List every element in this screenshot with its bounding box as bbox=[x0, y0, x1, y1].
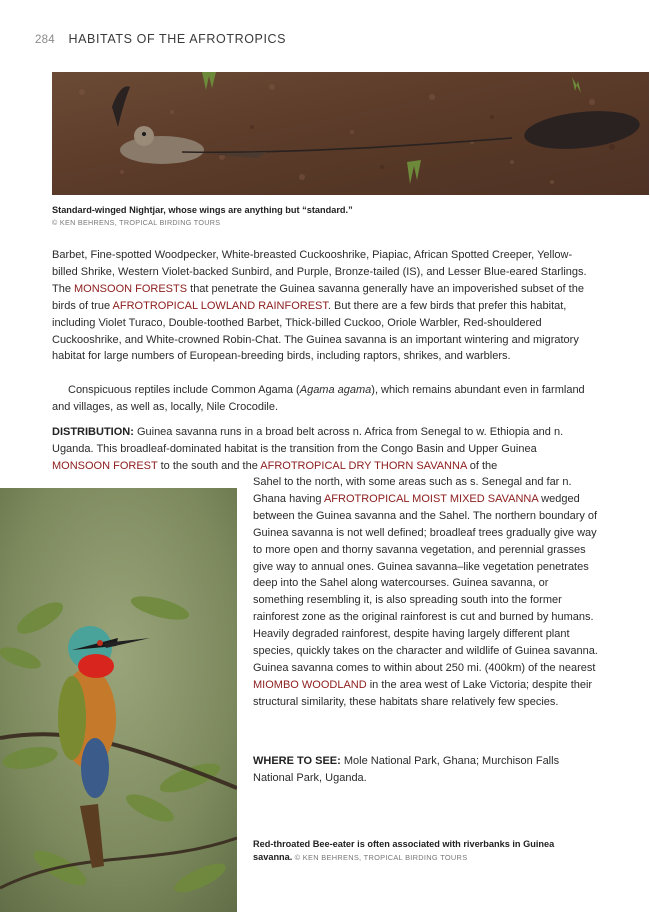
habitat-link-lowland-rainforest[interactable]: AFROTROPICAL LOWLAND RAINFOREST bbox=[112, 299, 328, 312]
running-header bbox=[35, 32, 286, 46]
caption-text: Standard-winged Nightjar, whose wings are anything but “standard.” bbox=[52, 205, 353, 215]
nightjar-photo bbox=[52, 72, 649, 195]
habitat-link-monsoon-forests[interactable]: MONSOON FORESTS bbox=[74, 282, 188, 295]
paragraph-text: ), which remains abundant even in farmland and villages, as well as, locally, Nile Crocodile. bbox=[52, 384, 585, 413]
species-italic: Agama agama bbox=[299, 384, 372, 396]
habitat-link-moist-mixed-savanna[interactable]: AFROTROPICAL MOIST MIXED SAVANNA bbox=[323, 492, 539, 505]
paragraph-text: in the area west of Lake Victoria; despite their structural similarity, these habitats share relatively few species. bbox=[253, 678, 593, 708]
section-heading-distribution: DISTRIBUTION: bbox=[52, 426, 134, 438]
paragraph-text: that penetrate the Guinea savanna generally have an impoverished subset of the birds of true bbox=[52, 282, 584, 312]
habitat-link-miombo-woodland[interactable]: MIOMBO WOODLAND bbox=[253, 678, 367, 691]
paragraph-text: Conspicuous reptiles include Common Agama ( bbox=[68, 384, 300, 396]
where-to-see-paragraph bbox=[253, 753, 598, 787]
bee-eater-photo bbox=[0, 488, 237, 912]
paragraph-text: to the south and the bbox=[157, 459, 261, 472]
paragraph-text: of the bbox=[466, 459, 498, 472]
chapter-title: HABITATS OF THE AFROTROPICS bbox=[68, 32, 287, 46]
photo-credit: © KEN BEHRENS, TROPICAL BIRDING TOURS bbox=[52, 218, 221, 227]
paragraph-text: . But there are a few birds that prefer this habitat, including Violet Turaco, Double-toothed Barbet, Thick-billed Cuckoo, Oriole Warbler, Red-shouldered Cuckooshrike, and White-crowned Robin-Chat. The Guinea savanna is an important wintering and migratory habitat for large numbers of European-breeding birds, including raptors, shrikes, and warblers. bbox=[52, 299, 579, 363]
bee-eater-caption bbox=[253, 838, 593, 864]
photo-credit: © KEN BEHRENS, TROPICAL BIRDING TOURS bbox=[292, 853, 468, 862]
habitat-link-monsoon-forest[interactable]: MONSOON FOREST bbox=[52, 459, 158, 472]
body-paragraph bbox=[52, 382, 592, 416]
page-number: 284 bbox=[35, 34, 55, 46]
caption-text bbox=[253, 838, 593, 864]
distribution-paragraph bbox=[52, 424, 592, 475]
nightjar-caption bbox=[52, 205, 612, 227]
habitat-link-dry-thorn-savanna[interactable]: AFROTROPICAL DRY THORN SAVANNA bbox=[260, 459, 467, 472]
paragraph-text: wedged between the Guinea savanna and the Sahel. The northern boundary of Guinea savanna is not well defined; broadleaf trees gradually give way to more open and thorny savanna vegetation, and perennial grasses give way to annual ones. Guinea savanna–like vegetation penetrates deep into the Sahel along watercourses. Guinea savanna, or something resembling it, is also spreading south into the former rainforest zone as the original rainforest is cut and burned by humans. Heavily degraded rainforest, despite having largely different plant species, quickly takes on the character and wildlife of Guinea savanna. Guinea savanna comes to within about 250 mi. (400km) of the nearest bbox=[253, 492, 598, 674]
paragraph-text: Sahel to the north, with some areas such as s. Senegal and far n. Ghana having bbox=[253, 476, 572, 505]
paragraph-text: Mole National Park, Ghana; Murchison Falls National Park, Uganda. bbox=[253, 755, 560, 784]
body-paragraph bbox=[52, 247, 592, 365]
caption-main-text: Red-throated Bee-eater is often associated with riverbanks in Guinea savanna. bbox=[253, 839, 555, 862]
section-heading-where-to-see: WHERE TO SEE: bbox=[253, 755, 341, 767]
distribution-paragraph-continued bbox=[253, 474, 598, 711]
paragraph-text: Barbet, Fine-spotted Woodpecker, White-breasted Cuckooshrike, Piapiac, African Spotted Creeper, Yellow-billed Shrike, Western Violet-backed Sunbird, and Purple, Bronze-tailed (IS), and Lesser Blue-eared Starlings. The bbox=[52, 249, 587, 295]
paragraph-text: Guinea savanna runs in a broad belt across n. Africa from Senegal to w. Ethiopia and n. Uganda. This broadleaf-dominated habitat is the transition from the Congo Basin and Upper Guinea bbox=[52, 426, 564, 455]
